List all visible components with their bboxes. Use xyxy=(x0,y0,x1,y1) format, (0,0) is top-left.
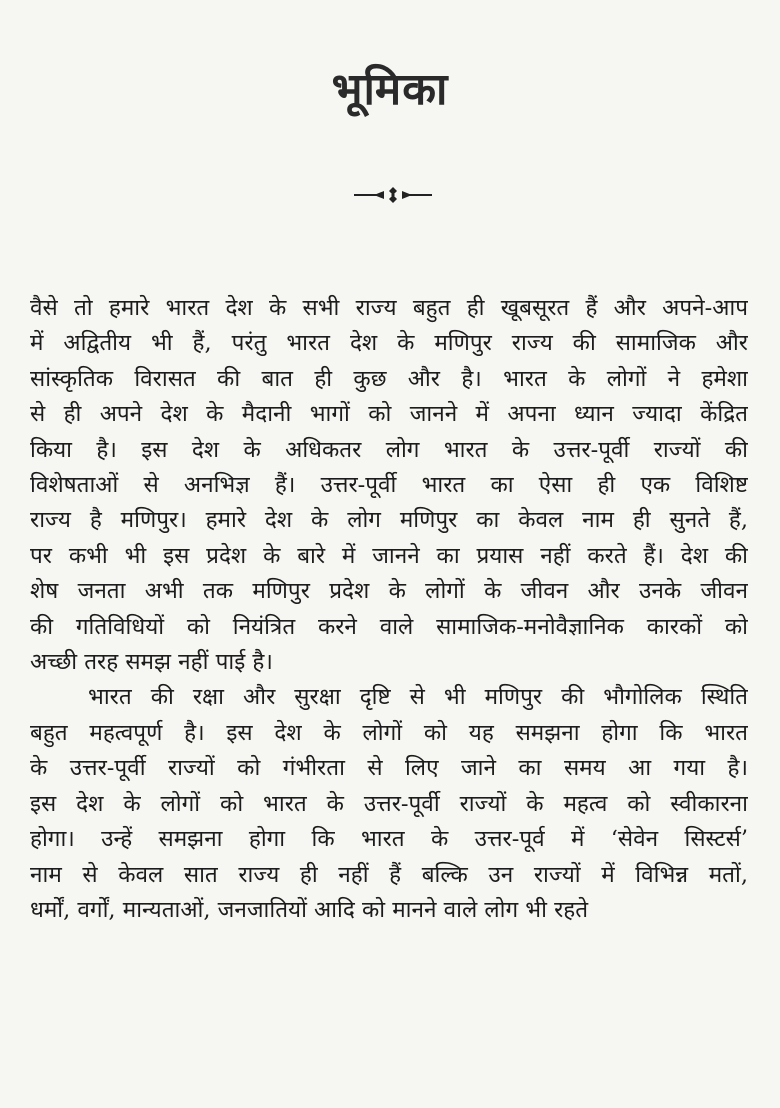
text-line: धर्मों, वर्गों, मान्यताओं, जनजातियों आदि को मानने वाले लोग भी रहते xyxy=(30,896,589,923)
paragraph xyxy=(30,680,748,928)
text-line: इस देश के लोगों को भारत के उत्तर-पूर्वी राज्यों के महत्व को स्वीकारना xyxy=(30,790,748,817)
text-line: के उत्तर-पूर्वी राज्यों को गंभीरता से लिए जाने का समय आ गया है। xyxy=(30,755,748,782)
text-line: से ही अपने देश के मैदानी भागों को जानने में अपना ध्यान ज्यादा केंद्रित xyxy=(30,401,748,428)
text-line: राज्य है मणिपुर। हमारे देश के लोग मणिपुर का केवल नाम ही सुनते हैं, xyxy=(30,507,748,534)
text-line: होगा। उन्हें समझना होगा कि भारत के उत्तर-पूर्व में ‘सेवेन सिस्टर्स’ xyxy=(30,826,748,853)
paragraph xyxy=(30,291,748,680)
body-text xyxy=(30,291,748,928)
text-line: भारत की रक्षा और सुरक्षा दृष्टि से भी मणिपुर की भौगोलिक स्थिति xyxy=(88,684,748,711)
text-line: पर कभी भी इस प्रदेश के बारे में जानने का प्रयास नहीं करते हैं। देश की xyxy=(30,542,748,569)
text-line: विशेषताओं से अनभिज्ञ हैं। उत्तर-पूर्वी भारत का ऐसा ही एक विशिष्ट xyxy=(30,472,748,499)
text-line: किया है। इस देश के अधिकतर लोग भारत के उत्तर-पूर्वी राज्यों की xyxy=(30,436,748,463)
text-line: नाम से केवल सात राज्य ही नहीं हैं बल्कि उन राज्यों में विभिन्न मतों, xyxy=(30,861,748,888)
text-line: अच्छी तरह समझ नहीं पाई है। xyxy=(30,649,273,676)
text-line: बहुत महत्वपूर्ण है। इस देश के लोगों को यह समझना होगा कि भारत xyxy=(30,719,748,746)
text-line: में अद्वितीय भी हैं, परंतु भारत देश के मणिपुर राज्य की सामाजिक और xyxy=(30,330,748,357)
text-line: सांस्कृतिक विरासत की बात ही कुछ और है। भारत के लोगों ने हमेशा xyxy=(30,365,748,392)
text-line: की गतिविधियों को नियंत्रित करने वाले सामाजिक-मनोवैज्ञानिक कारकों को xyxy=(30,613,748,640)
text-line: शेष जनता अभी तक मणिपुर प्रदेश के लोगों के जीवन और उनके जीवन xyxy=(30,578,748,605)
page-title: भूमिका xyxy=(331,64,449,115)
decorative-divider-icon xyxy=(352,184,434,206)
text-line: वैसे तो हमारे भारत देश के सभी राज्य बहुत ही खूबसूरत हैं और अपने-आप xyxy=(30,295,748,321)
